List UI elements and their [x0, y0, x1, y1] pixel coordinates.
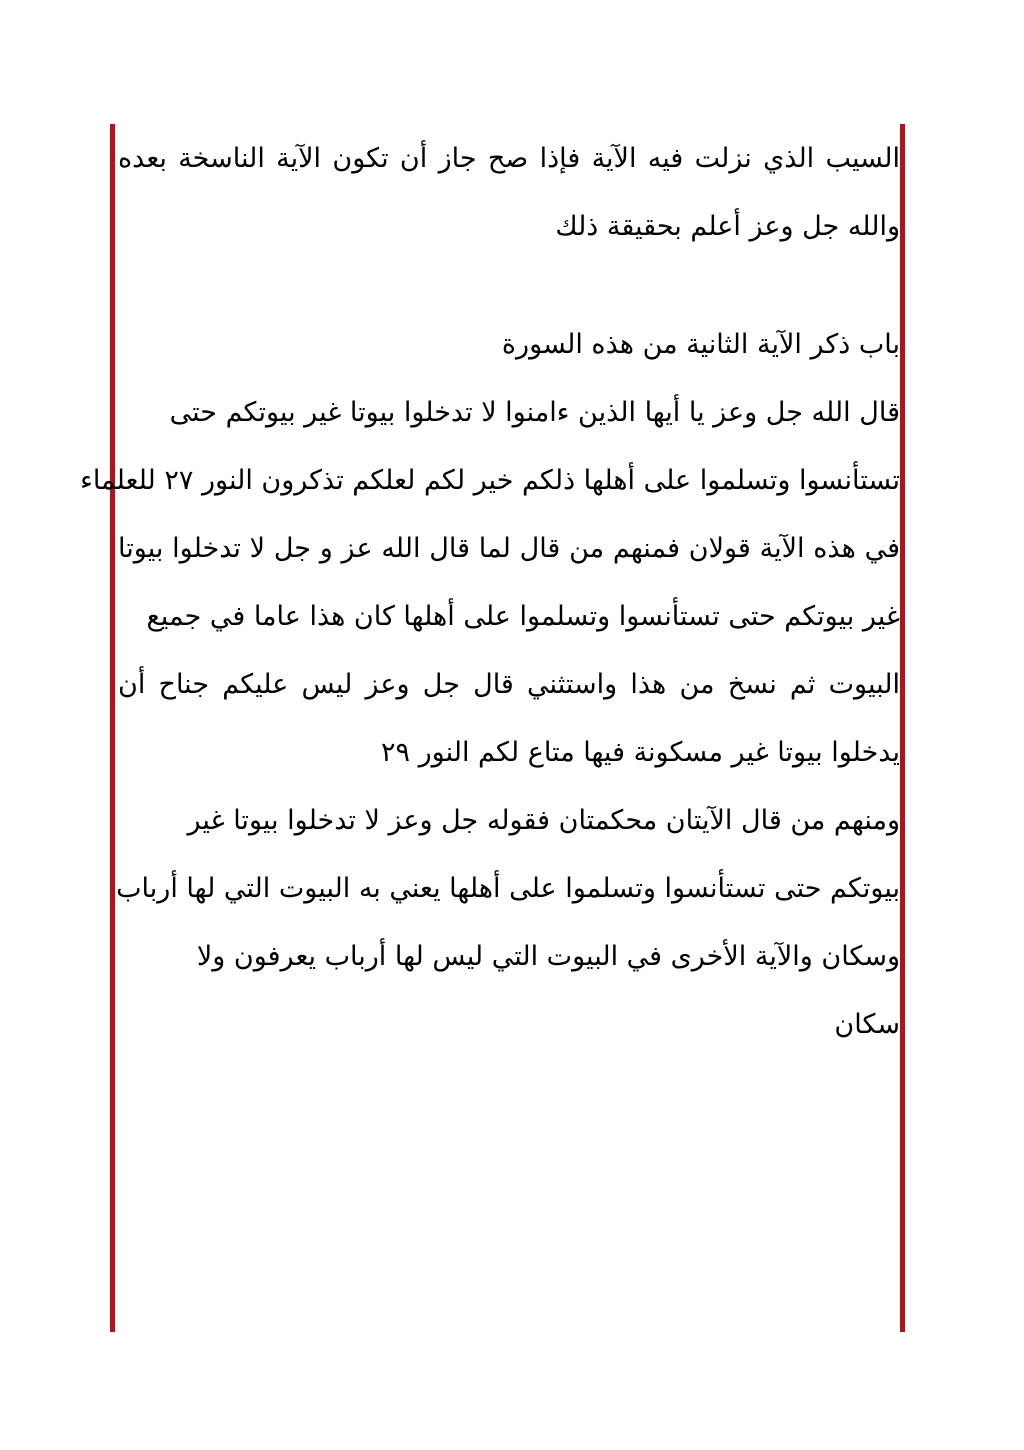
text-line: سكان — [834, 1009, 900, 1040]
text-line: وسكان والآية الأخرى في البيوت التي ليس لها أرباب يعرفون ولا — [196, 941, 900, 972]
section-heading: باب ذكر الآية الثانية من هذه السورة — [501, 329, 900, 360]
text-line: البيوت ثم نسخ من هذا واستثني قال جل وعز ليس عليكم جناح أن — [118, 669, 900, 700]
text-line: ومنهم من قال الآيتان محكمتان فقوله جل وعز لا تدخلوا بيوتا غير — [187, 805, 900, 836]
left-border-rule — [110, 124, 115, 1332]
text-line: السيب الذي نزلت فيه الآية فإذا صح جاز أن تكون الآية الناسخة بعده — [118, 143, 900, 174]
arabic-text-body — [80, 128, 902, 1062]
text-line: تستأنسوا وتسلموا على أهلها ذلكم خير لكم لعلكم تذكرون النور ٢٧ للعلماء — [80, 465, 900, 496]
text-line: بيوتكم حتى تستأنسوا وتسلموا على أهلها يعني به البيوت التي لها أرباب — [116, 873, 900, 904]
text-line: في هذه الآية قولان فمنهم من قال لما قال الله عز و جل لا تدخلوا بيوتا — [118, 533, 900, 564]
text-line: غير بيوتكم حتى تستأنسوا وتسلموا على أهلها كان هذا عاما في جميع — [146, 601, 900, 632]
text-line: يدخلوا بيوتا غير مسكونة فيها متاع لكم النور ٢٩ — [381, 737, 900, 768]
text-line: والله جل وعز أعلم بحقيقة ذلك — [555, 211, 900, 242]
text-line: قال الله جل وعز يا أيها الذين ءامنوا لا تدخلوا بيوتا غير بيوتكم حتى — [169, 397, 900, 428]
